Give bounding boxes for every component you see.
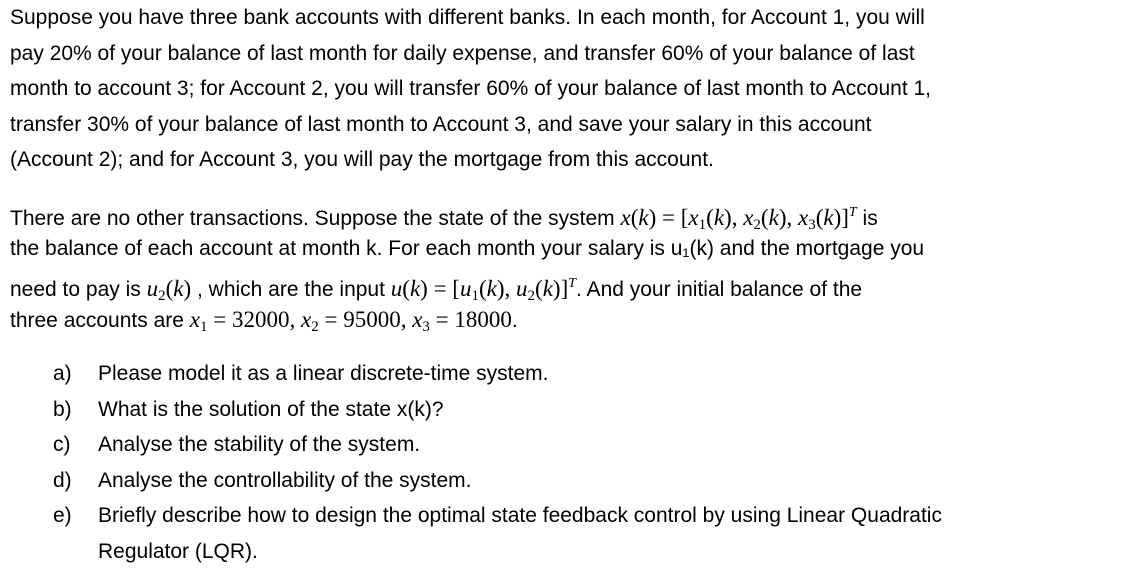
state-intro-text: There are no other transactions. Suppose the state of the system [10,207,621,230]
paragraph-line: pay 20% of your balance of last month for daily expense, and transfer 60% of your balance of last [10,41,915,65]
question-text: What is the solution of the state x(k)? [98,397,444,421]
paragraph-line [10,266,1116,302]
problem-paragraph-2 [10,195,1116,337]
question-text: Analyse the controllability of the system. [98,468,472,492]
problem-paragraph-1 [10,0,1116,178]
paragraph-line: the balance of each account at month k. For each month your salary is u₁(k) and the mortgage you [10,236,925,260]
state-intro-end: is [856,207,878,230]
question-text: Please model it as a linear discrete-time system. [98,362,549,385]
paragraph-line: Suppose you have three bank accounts with different banks. In each month, for Account 1, you will [10,6,925,29]
question-marker: c) [53,433,71,456]
state-vector-equation: $x(k) = [x_1(k)$, $x_2(k)$, $x_3(k)]^T$ [620,205,857,233]
question-marker: a) [53,362,72,385]
paragraph-line [10,302,1116,338]
initial-balance-intro: three accounts are [10,308,190,332]
question-marker: d) [53,468,72,492]
question-text: Briefly describe how to design the optimal state feedback control by using Linear Quadratic [98,504,942,527]
initial-balance-equation: $x_1 = 32000$, $x_2 = 95000$, $x_3 = 18000$ [189,306,512,335]
paragraph-line: (Account 2); and for Account 3, you will pay the mortgage from this account. [10,148,714,171]
input-intro-text: need to pay is [10,278,147,301]
input-vector-equation: $u(k) = [u_1(k)$, $u_2(k)]^T$ [390,276,577,304]
question-text: Analyse the stability of the system. [98,433,421,456]
question-item [53,392,1103,428]
input-end-text: . And your initial balance of the [576,278,863,301]
initial-x2-value: 95000 [343,306,401,332]
initial-balance-end: . [511,308,518,332]
paragraph-line: transfer 30% of your balance of last month to Account 3, and save your salary in this account [10,112,872,136]
question-item [53,427,1103,463]
input-mid-text: , which are the input [191,278,391,301]
paragraph-line [10,195,1116,231]
question-item [53,498,1103,569]
mortgage-input-symbol: $u_2(k)$ [146,276,192,304]
question-text: Regulator (LQR). [98,539,258,563]
question-list [53,356,1103,569]
initial-x1-value: 32000 [231,306,290,332]
paragraph-line: month to account 3; for Account 2, you will transfer 60% of your balance of last month to Account 1, [10,77,932,100]
question-marker: b) [53,397,72,421]
question-item [53,463,1103,499]
question-marker: e) [53,504,72,527]
initial-x3-value: 18000 [454,306,512,332]
question-item [53,356,1103,392]
